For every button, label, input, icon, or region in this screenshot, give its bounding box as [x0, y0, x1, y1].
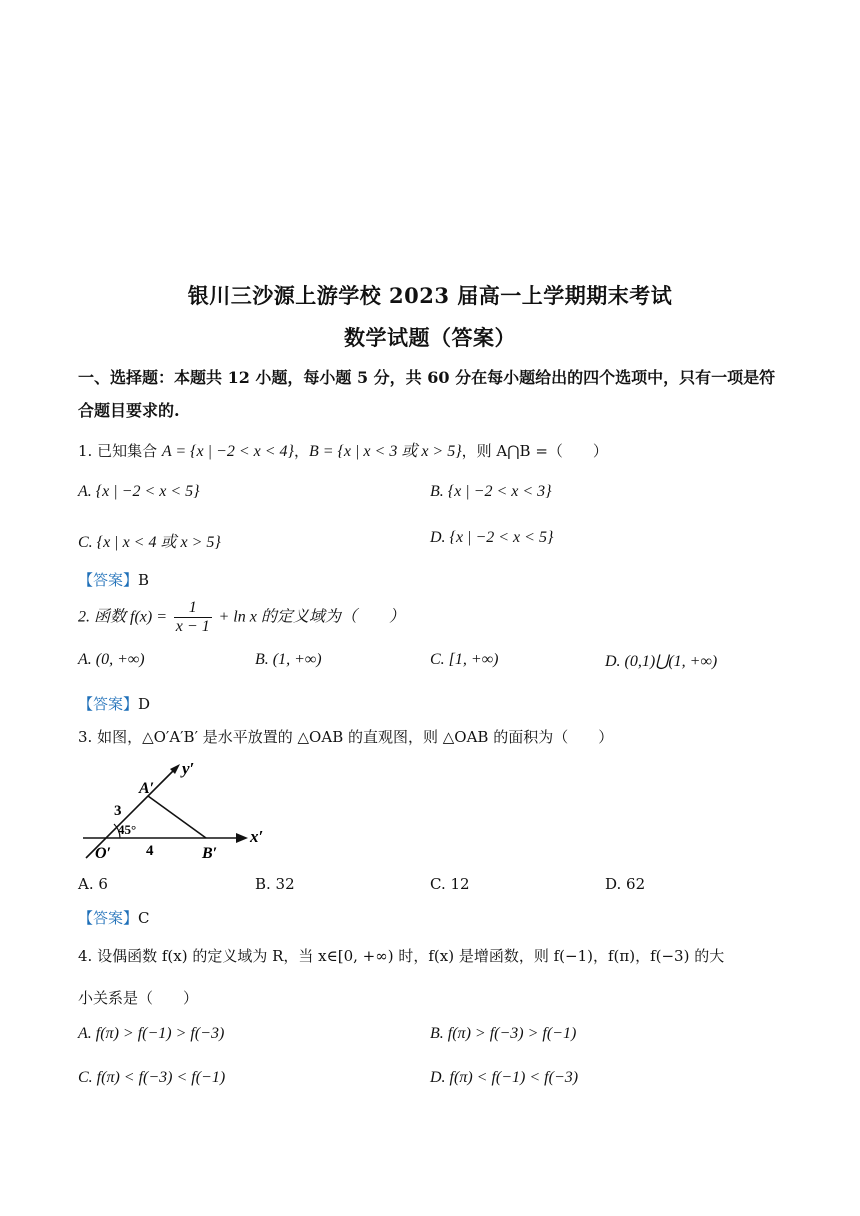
fraction-numerator: 1	[174, 599, 212, 618]
label-point-o: O′	[95, 845, 112, 862]
question-1-separator: ，	[293, 442, 309, 460]
section-heading: 一、选择题：本题共 12 小题，每小题 5 分，共 60 分在每小题给出的四个选项中，只有一项是符合题目要求的.	[78, 368, 776, 420]
question-1-answer	[78, 569, 149, 590]
question-1	[78, 438, 608, 461]
label-point-a: A′	[139, 780, 155, 797]
label-x-axis: x′	[250, 827, 264, 846]
question-2-prefix: 2. 函数 f(x) =	[78, 608, 168, 626]
question-3-answer	[78, 907, 150, 928]
question-1-prefix: 1. 已知集合	[78, 442, 162, 460]
question-1-option-b: B. {x | −2 < x < 3}	[430, 483, 552, 500]
question-3-option-b: B. 32	[255, 875, 295, 893]
question-2	[78, 599, 405, 636]
question-3-option-c: C. 12	[430, 875, 470, 893]
answer-tag: 【答案】	[78, 571, 139, 589]
x-axis-arrow	[236, 833, 248, 843]
question-1-option-c: C. {x | x < 4 或 x > 5}	[78, 534, 221, 551]
question-4-option-a: A. f(π) > f(−1) > f(−3)	[78, 1025, 225, 1042]
geometry-figure	[78, 757, 268, 865]
label-point-b: B′	[202, 845, 218, 862]
question-1-set-b: B = {x | x < 3 或 x > 5}	[308, 443, 462, 460]
answer-tag: 【答案】	[78, 695, 139, 713]
question-2-option-b: B. (1, +∞)	[255, 651, 322, 668]
segment-a-b	[148, 796, 206, 838]
question-2-option-a: A. (0, +∞)	[78, 651, 145, 668]
label-y-axis: y′	[182, 759, 195, 778]
question-1-suffix: ，则 A⋂B =（ ）	[461, 442, 608, 460]
question-4-option-d: D. f(π) < f(−1) < f(−3)	[430, 1069, 579, 1086]
question-2-answer	[78, 693, 150, 714]
document-subtitle: 数学试题（答案）	[344, 325, 516, 350]
question-2-fraction	[174, 599, 212, 636]
question-3-option-d: D. 62	[605, 875, 646, 893]
question-4-line-1: 4. 设偶函数 f(x) 的定义域为 R，当 x∈[0, +∞) 时，f(x) 是增函数，则 f(−1)，f(π)，f(−3) 的大	[78, 947, 725, 965]
answer-value: C	[138, 909, 150, 927]
question-1-set-a: A = {x | −2 < x < 4}	[161, 443, 294, 460]
label-length-ob: 4	[146, 843, 154, 859]
question-2-option-c: C. [1, +∞)	[430, 651, 499, 668]
answer-tag: 【答案】	[78, 909, 139, 927]
question-1-option-d: D. {x | −2 < x < 5}	[430, 529, 554, 546]
question-4-option-b: B. f(π) > f(−3) > f(−1)	[430, 1025, 577, 1042]
question-2-option-d: D. (0,1)⋃(1, +∞)	[605, 653, 718, 670]
question-2-suffix: + ln x 的定义域为（ ）	[218, 608, 405, 626]
document-title: 银川三沙源上游学校 2023 届高一上学期期末考试	[187, 283, 673, 308]
fraction-denominator: x − 1	[175, 618, 210, 635]
question-3-option-a: A. 6	[78, 875, 108, 893]
label-angle: 45°	[118, 822, 137, 837]
question-4-line-2: 小关系是（ ）	[78, 989, 199, 1007]
label-length-oa: 3	[114, 803, 122, 819]
answer-value: D	[138, 695, 151, 713]
question-3: 3. 如图，△O′A′B′ 是水平放置的 △OAB 的直观图，则 △OAB 的面积为（ ）	[78, 728, 614, 746]
answer-value: B	[138, 571, 150, 589]
question-1-option-a: A. {x | −2 < x < 5}	[78, 483, 200, 500]
question-4-option-c: C. f(π) < f(−3) < f(−1)	[78, 1069, 226, 1086]
